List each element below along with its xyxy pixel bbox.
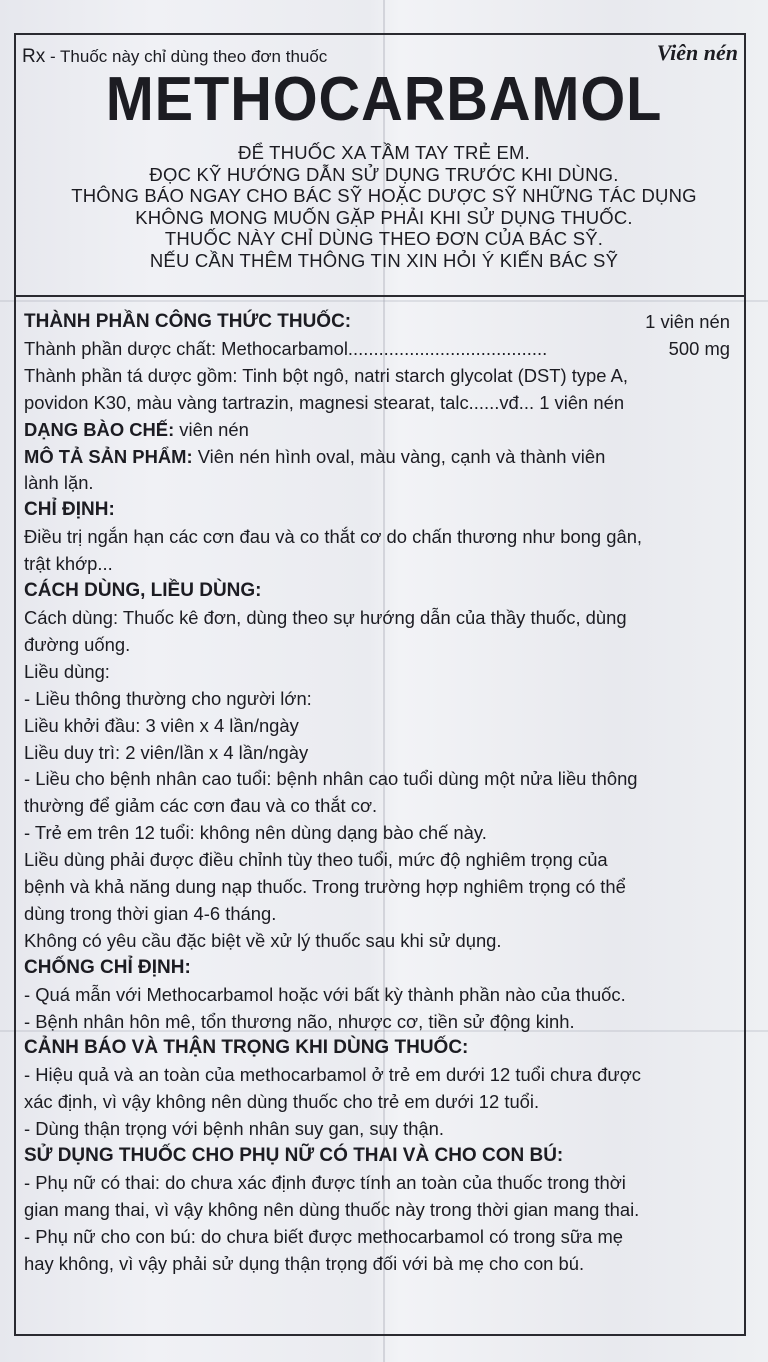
leaflet-content	[24, 309, 740, 1278]
dosage-form-label: Viên nén	[656, 40, 738, 65]
indications-line: Điều trị ngắn hạn các cơn đau và co thắt cơ do chấn thương như bong gân,	[24, 526, 643, 548]
description-text: Viên nén hình oval, màu vàng, cạnh và thành viên	[192, 445, 606, 467]
active-ingredient-row	[24, 336, 740, 363]
usage-line: Không có yêu cầu đặc biệt về xử lý thuốc sau khi sử dụng.	[24, 929, 502, 951]
precautions-line: xác định, vì vậy không nên dùng thuốc cho trẻ em dưới 12 tuổi.	[24, 1091, 540, 1113]
warning-line: THÔNG BÁO NGAY CHO BÁC SỸ HOẶC DƯỢC SỸ NHỮNG TÁC DỤNG	[71, 185, 697, 207]
contraindications-heading: CHỐNG CHỈ ĐỊNH:	[24, 956, 191, 978]
pregnancy-line: - Phụ nữ có thai: do chưa xác định được tính an toàn của thuốc trong thời	[24, 1172, 626, 1193]
usage-line: - Liều cho bệnh nhân cao tuổi: bệnh nhân cao tuổi dùng một nửa liều thông	[24, 768, 638, 790]
rx-text: - Thuốc này chỉ dùng theo đơn thuốc	[45, 47, 328, 66]
warning-line: ĐỂ THUỐC XA TẦM TAY TRẺ EM.	[238, 142, 530, 163]
warning-line: THUỐC NÀY CHỈ DÙNG THEO ĐƠN CỦA BÁC SỸ.	[164, 228, 604, 250]
warning-line: KHÔNG MONG MUỐN GẶP PHẢI KHI SỬ DỤNG THUỐC.	[135, 206, 633, 228]
composition-heading-row	[24, 309, 740, 336]
usage-line: bệnh và khả năng dung nạp thuốc. Trong trường hợp nghiêm trọng có thể	[24, 876, 626, 898]
description-heading: MÔ TẢ SẢN PHẨM:	[24, 445, 193, 467]
dosage-form-heading: DẠNG BÀO CHẾ:	[24, 418, 175, 440]
usage-line: dùng trong thời gian 4-6 tháng.	[24, 902, 277, 924]
excipients-line: povidon K30, màu vàng tartrazin, magnesi stearat, talc......vđ... 1 viên nén	[24, 391, 625, 413]
description-text: lành lặn.	[24, 472, 94, 494]
pregnancy-heading: SỬ DỤNG THUỐC CHO PHỤ NỮ CÓ THAI VÀ CHO CON BÚ:	[24, 1145, 564, 1167]
active-ingredient-label: Thành phần dược chất: Methocarbamol.......................................	[24, 337, 548, 359]
pregnancy-line: hay không, vì vậy phải sử dụng thận trọng đối với bà mẹ cho con bú.	[24, 1252, 585, 1274]
composition-unit: 1 viên nén	[645, 311, 730, 332]
dosage-form-row	[24, 417, 740, 444]
precautions-line: - Hiệu quả và an toàn của methocarbamol ở trẻ em dưới 12 tuổi chưa được	[24, 1064, 641, 1086]
usage-line: Liều dùng phải được điều chỉnh tùy theo tuổi, mức độ nghiêm trọng của	[24, 849, 608, 871]
usage-line: - Liều thông thường cho người lớn:	[24, 687, 312, 709]
precautions-line: - Dùng thận trọng với bệnh nhân suy gan, suy thận.	[24, 1118, 444, 1140]
composition-heading: THÀNH PHẦN CÔNG THỨC THUỐC:	[24, 311, 352, 332]
pregnancy-line: gian mang thai, vì vậy không nên dùng thuốc này trong thời gian mang thai.	[24, 1198, 640, 1220]
usage-line: đường uống.	[24, 633, 131, 655]
usage-line: Liều khởi đầu: 3 viên x 4 lần/ngày	[24, 714, 299, 736]
product-name: METHOCARBAMOL	[105, 65, 663, 134]
active-ingredient-amount: 500 mg	[668, 337, 730, 359]
contraindications-line: - Bệnh nhân hôn mê, tổn thương não, nhược cơ, tiền sử động kinh.	[24, 1010, 575, 1032]
warning-block	[20, 142, 748, 272]
description-row	[24, 444, 740, 471]
contraindications-line: - Quá mẫn với Methocarbamol hoặc với bất kỳ thành phần nào của thuốc.	[24, 983, 626, 1005]
indications-line: trật khớp...	[24, 553, 113, 575]
warning-line: NẾU CẦN THÊM THÔNG TIN XIN HỎI Ý KIẾN BÁC SỸ	[149, 249, 619, 271]
dosage-form-text: viên nén	[174, 418, 249, 440]
rx-symbol: Rx	[22, 46, 46, 67]
usage-line: Liều duy trì: 2 viên/lần x 4 lần/ngày	[24, 741, 309, 763]
usage-line: Liều dùng:	[24, 660, 110, 682]
excipients-line: Thành phần tá dược gồm: Tinh bột ngô, natri starch glycolat (DST) type A,	[24, 364, 628, 386]
precautions-heading: CẢNH BÁO VÀ THẬN TRỌNG KHI DÙNG THUỐC:	[24, 1037, 469, 1059]
usage-line: thường để giảm các cơn đau và co thắt cơ.	[24, 795, 378, 817]
usage-line: - Trẻ em trên 12 tuổi: không nên dùng dạng bào chế này.	[24, 822, 487, 844]
usage-heading: CÁCH DÙNG, LIỀU DÙNG:	[24, 580, 262, 602]
indications-heading: CHỈ ĐỊNH:	[24, 499, 115, 521]
warning-line: ĐỌC KỸ HƯỚNG DẪN SỬ DỤNG TRƯỚC KHI DÙNG.	[149, 163, 619, 185]
usage-line: Cách dùng: Thuốc kê đơn, dùng theo sự hướng dẫn của thầy thuốc, dùng	[24, 606, 627, 628]
pregnancy-line: - Phụ nữ cho con bú: do chưa biết được methocarbamol có trong sữa mẹ	[24, 1225, 624, 1247]
